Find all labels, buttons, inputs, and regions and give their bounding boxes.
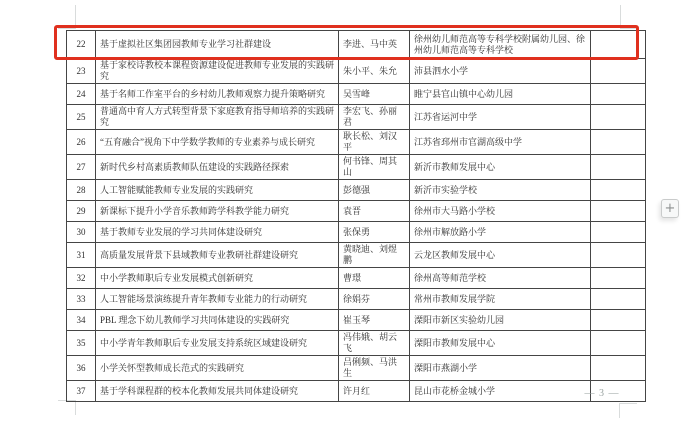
- empty-cell: [591, 201, 646, 222]
- empty-cell: [591, 356, 646, 381]
- project-title-cell: 新时代乡村高素质教师队伍建设的实践路径探索: [96, 155, 339, 180]
- table-row: [67, 268, 646, 289]
- school-cell: 新沂市教师发展中心: [410, 155, 591, 180]
- serial-number-cell: 28: [67, 180, 96, 201]
- school-cell: 徐州幼儿师范高等专科学校附属幼儿园、徐州幼儿师范高等专科学校: [410, 31, 591, 59]
- empty-cell: [591, 130, 646, 155]
- authors-cell: 袁晋: [339, 201, 410, 222]
- serial-number-cell: 32: [67, 268, 96, 289]
- school-cell: 徐州高等师范学校: [410, 268, 591, 289]
- text-boundary-mark-top-left: [55, 5, 76, 29]
- authors-cell: 徐娟芬: [339, 289, 410, 310]
- serial-number-cell: 33: [67, 289, 96, 310]
- table-row: [67, 31, 646, 59]
- serial-number-cell: 35: [67, 331, 96, 356]
- authors-cell: 曹璟: [339, 268, 410, 289]
- school-cell: 新沂市实验学校: [410, 180, 591, 201]
- serial-number-cell: 31: [67, 243, 96, 268]
- authors-cell: 何书锋、周其山: [339, 155, 410, 180]
- school-cell: 睢宁县官山镇中心幼儿园: [410, 84, 591, 105]
- serial-number-cell: 37: [67, 381, 96, 402]
- authors-cell: 彭德强: [339, 180, 410, 201]
- school-cell: 溧阳市新区实验幼儿园: [410, 310, 591, 331]
- project-title-cell: 普通高中育人方式转型背景下家庭教育指导师培养的实践研究: [96, 105, 339, 130]
- authors-cell: 李宏飞、孙丽君: [339, 105, 410, 130]
- empty-cell: [591, 243, 646, 268]
- serial-number-cell: 25: [67, 105, 96, 130]
- table-row: [67, 381, 646, 402]
- school-cell: 江苏省邳州市官湖高级中学: [410, 130, 591, 155]
- empty-cell: [591, 31, 646, 59]
- authors-cell: 许月红: [339, 381, 410, 402]
- serial-number-cell: 26: [67, 130, 96, 155]
- school-cell: 徐州市解放路小学: [410, 222, 591, 243]
- serial-number-cell: 23: [67, 59, 96, 84]
- serial-number-cell: 34: [67, 310, 96, 331]
- page-number: — 3 —: [584, 388, 620, 399]
- table-row: [67, 222, 646, 243]
- serial-number-cell: 22: [67, 31, 96, 59]
- project-title-cell: 中小学教师职后专业发展模式创新研究: [96, 268, 339, 289]
- table-row: [67, 356, 646, 381]
- project-title-cell: 基于名师工作室平台的乡村幼儿教师观察力提升策略研究: [96, 84, 339, 105]
- project-title-cell: 人工智能赋能教师专业发展的实践研究: [96, 180, 339, 201]
- projects-table: [66, 30, 646, 402]
- table-row: [67, 105, 646, 130]
- project-title-cell: “五育融合”视角下中学数学教师的专业素养与成长研究: [96, 130, 339, 155]
- school-cell: 沛县泗水小学: [410, 59, 591, 84]
- authors-cell: 张保勇: [339, 222, 410, 243]
- table-row: [67, 180, 646, 201]
- add-button[interactable]: +: [661, 199, 679, 218]
- project-title-cell: 基于教师专业发展的学习共同体建设研究: [96, 222, 339, 243]
- empty-cell: [591, 331, 646, 356]
- school-cell: 溧阳市教师发展中心: [410, 331, 591, 356]
- project-title-cell: 高质量发展背景下县域教师专业教研社群建设研究: [96, 243, 339, 268]
- school-cell: 江苏省运河中学: [410, 105, 591, 130]
- empty-cell: [591, 105, 646, 130]
- table-row: [67, 130, 646, 155]
- project-title-cell: 小学关怀型教师成长范式的实践研究: [96, 356, 339, 381]
- school-cell: 云龙区教师发展中心: [410, 243, 591, 268]
- table-row: [67, 289, 646, 310]
- empty-cell: [591, 155, 646, 180]
- serial-number-cell: 30: [67, 222, 96, 243]
- serial-number-cell: 27: [67, 155, 96, 180]
- school-cell: 溧阳市燕湖小学: [410, 356, 591, 381]
- table-row: [67, 331, 646, 356]
- school-cell: 常州市教师发展学院: [410, 289, 591, 310]
- text-boundary-mark-bottom-left: [55, 400, 76, 416]
- text-boundary-mark-top-right: [620, 5, 641, 29]
- authors-cell: 耿长松、刘汉平: [339, 130, 410, 155]
- authors-cell: 吴雪峰: [339, 84, 410, 105]
- serial-number-cell: 29: [67, 201, 96, 222]
- empty-cell: [591, 268, 646, 289]
- table-row: [67, 201, 646, 222]
- authors-cell: 崔玉琴: [339, 310, 410, 331]
- authors-cell: 李进、马中英: [339, 31, 410, 59]
- authors-cell: 冯伟娥、胡云飞: [339, 331, 410, 356]
- projects-table-body: [67, 31, 646, 402]
- school-cell: 徐州市大马路小学校: [410, 201, 591, 222]
- authors-cell: 黄晓迪、刘煜鹏: [339, 243, 410, 268]
- school-cell: 昆山市花桥金城小学: [410, 381, 591, 402]
- project-title-cell: 基于学科课程群的校本化教师发展共同体建设研究: [96, 381, 339, 402]
- empty-cell: [591, 289, 646, 310]
- empty-cell: [591, 84, 646, 105]
- empty-cell: [591, 310, 646, 331]
- table-row: [67, 59, 646, 84]
- authors-cell: 朱小平、朱允: [339, 59, 410, 84]
- empty-cell: [591, 180, 646, 201]
- empty-cell: [591, 222, 646, 243]
- table-row: [67, 243, 646, 268]
- serial-number-cell: 24: [67, 84, 96, 105]
- project-title-cell: 人工智能场景演练提升青年教师专业能力的行动研究: [96, 289, 339, 310]
- project-title-cell: 中小学青年教师职后专业发展支持系统区域建设研究: [96, 331, 339, 356]
- text-boundary-mark-bottom-right: [619, 403, 640, 419]
- empty-cell: [591, 59, 646, 84]
- serial-number-cell: 36: [67, 356, 96, 381]
- project-title-cell: 基于家校诗教校本课程资源建设促进教师专业发展的实践研究: [96, 59, 339, 84]
- table-row: [67, 310, 646, 331]
- table-row: [67, 155, 646, 180]
- authors-cell: 吕俐频、马洪生: [339, 356, 410, 381]
- table-row: [67, 84, 646, 105]
- project-title-cell: 新课标下提升小学音乐教师跨学科教学能力研究: [96, 201, 339, 222]
- project-title-cell: PBL 理念下幼儿教师学习共同体建设的实践研究: [96, 310, 339, 331]
- project-title-cell: 基于虚拟社区集团园教师专业学习社群建设: [96, 31, 339, 59]
